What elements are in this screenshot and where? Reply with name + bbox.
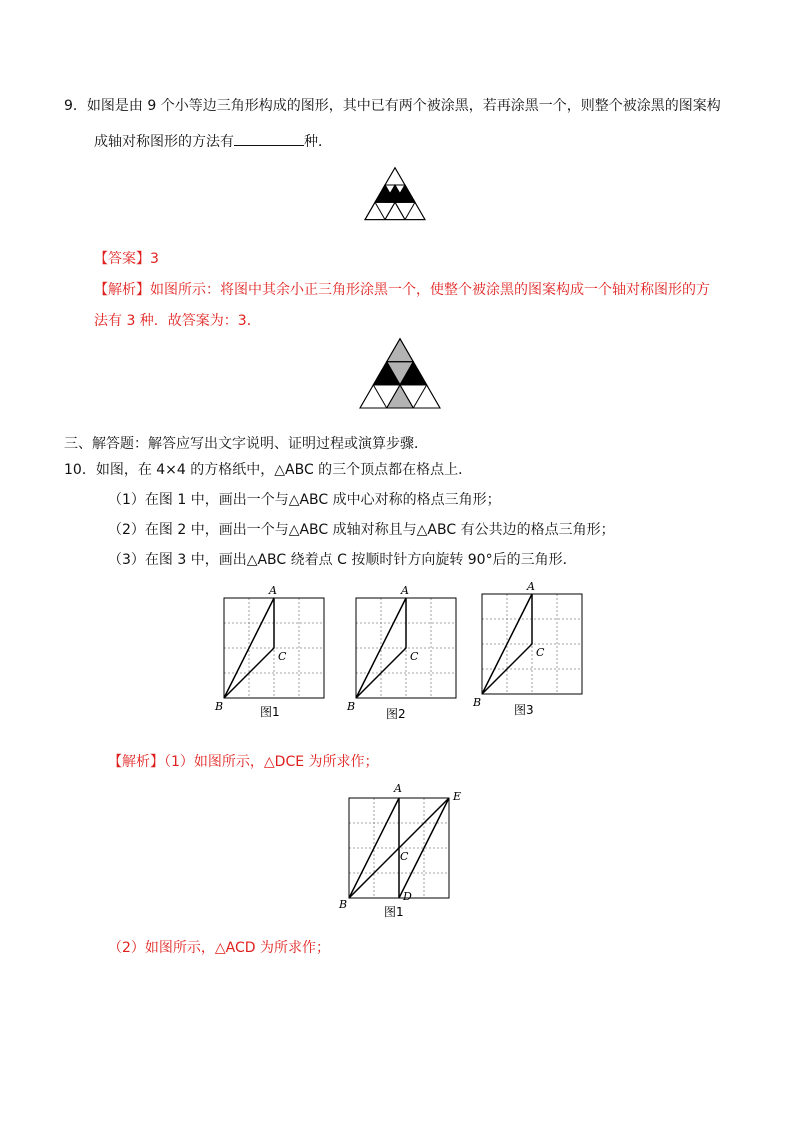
q9-analysis-line2 xyxy=(94,311,261,331)
analysis-text: （1）如图所示，△DCE 为所求作； xyxy=(164,754,379,770)
black-triangle-right xyxy=(395,185,415,202)
gray-triangle-top xyxy=(387,339,414,362)
label-B: B xyxy=(215,700,224,713)
q9-text-line2 xyxy=(94,131,332,152)
label-A: A xyxy=(527,580,535,593)
label-C: C xyxy=(410,650,419,663)
q9-triangle-grid xyxy=(360,160,440,230)
q9-number: 9． xyxy=(64,98,87,114)
answer-value: 3 xyxy=(150,251,159,267)
label-C: C xyxy=(536,646,545,659)
label-B: B xyxy=(347,700,356,713)
analysis-text-cont: 法有 3 种．故答案为：3． xyxy=(94,313,261,329)
answer-figure-1 xyxy=(334,778,474,920)
label-B: B xyxy=(339,898,348,911)
section-heading: 三、解答题：解答应写出文字说明、证明过程或演算步骤． xyxy=(64,436,428,452)
q9-answer xyxy=(94,249,159,269)
label-D: D xyxy=(403,890,412,903)
answer-blank xyxy=(234,131,304,146)
q9-stem-cont: 成轴对称图形的方法有 xyxy=(94,134,234,150)
label-C: C xyxy=(278,650,287,663)
figure-2-caption: 图2 xyxy=(386,707,406,720)
answer-figure-caption: 图1 xyxy=(384,905,404,919)
analysis-text: 如图所示：将图中其余小正三角形涂黑一个，使整个被涂黑的图案构成一个轴对称图形的方 xyxy=(150,282,710,298)
analysis-tag: 【解析】 xyxy=(94,282,150,298)
q9-answer-figure xyxy=(355,333,445,413)
label-A: A xyxy=(269,584,277,597)
figure-1-caption: 图1 xyxy=(260,705,280,719)
figure-3 xyxy=(470,576,590,716)
label-C: C xyxy=(400,850,409,863)
label-A: A xyxy=(394,782,402,795)
q9-text-line1 xyxy=(64,96,721,116)
q9-stem-end: 种． xyxy=(304,134,332,150)
figure-2 xyxy=(344,580,464,720)
q10-analysis-1 xyxy=(108,752,379,772)
q9-analysis-line1 xyxy=(94,280,710,300)
analysis-tag: 【解析】 xyxy=(108,754,164,770)
q10-analysis-2: （2）如图所示，△ACD 为所求作； xyxy=(108,940,331,956)
q10-item3: （3）在图 3 中，画出△ABC 绕着点 C 按顺时针方向旋转 90°后的三角形． xyxy=(108,552,577,568)
q10-item1: （1）在图 1 中，画出一个与△ABC 成中心对称的格点三角形； xyxy=(108,492,501,508)
q10-item2: （2）在图 2 中，画出一个与△ABC 成轴对称且与△ABC 有公共边的格点三角形； xyxy=(108,522,615,538)
q9-stem: 如图是由 9 个小等边三角形构成的图形，其中已有两个被涂黑，若再涂黑一个，则整个被涂黑的图案构 xyxy=(86,98,721,114)
answer-tag: 【答案】 xyxy=(94,251,150,267)
figure-1 xyxy=(212,580,332,720)
black-triangle-left xyxy=(375,185,395,202)
figure-3-caption: 图3 xyxy=(514,703,534,716)
label-A: A xyxy=(401,584,409,597)
label-E: E xyxy=(453,790,462,803)
q10-stem: 10．如图，在 4×4 的方格纸中，△ABC 的三个顶点都在格点上． xyxy=(64,462,473,478)
label-B: B xyxy=(473,696,482,709)
